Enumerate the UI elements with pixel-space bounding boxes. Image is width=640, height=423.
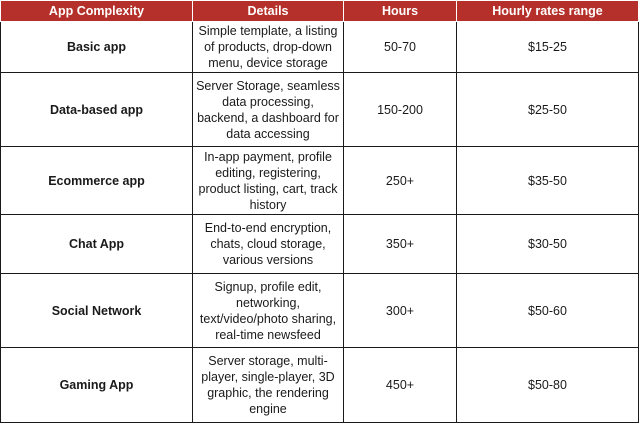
details-cell: Server storage, multi-player, single-player, 3D graphic, the rendering engine xyxy=(193,348,344,423)
rate-cell: $30-50 xyxy=(457,215,639,274)
table-row xyxy=(1,274,639,348)
hours-cell: 250+ xyxy=(344,147,457,215)
table-row xyxy=(1,348,639,423)
app-type-cell: Social Network xyxy=(1,274,193,348)
details-cell: Server Storage, seamless data processing, backend, a dashboard for data accessing xyxy=(193,73,344,147)
details-cell: End-to-end encryption, chats, cloud storage, various versions xyxy=(193,215,344,274)
hours-cell: 150-200 xyxy=(344,73,457,147)
hours-cell: 450+ xyxy=(344,348,457,423)
header-hours: Hours xyxy=(344,1,457,22)
rate-cell: $15-25 xyxy=(457,22,639,73)
header-details: Details xyxy=(193,1,344,22)
table-row xyxy=(1,215,639,274)
rate-cell: $50-80 xyxy=(457,348,639,423)
hours-cell: 350+ xyxy=(344,215,457,274)
details-cell: Signup, profile edit, networking, text/video/photo sharing, real-time newsfeed xyxy=(193,274,344,348)
app-type-cell: Data-based app xyxy=(1,73,193,147)
table-body xyxy=(1,22,639,423)
table-row xyxy=(1,147,639,215)
header-row xyxy=(1,1,639,22)
table-row xyxy=(1,22,639,73)
details-cell: Simple template, a listing of products, drop-down menu, device storage xyxy=(193,22,344,73)
header-app-complexity: App Complexity xyxy=(1,1,193,22)
header-hourly-rates-range: Hourly rates range xyxy=(457,1,639,22)
app-type-cell: Gaming App xyxy=(1,348,193,423)
details-cell: In-app payment, profile editing, registering, product listing, cart, track history xyxy=(193,147,344,215)
rate-cell: $35-50 xyxy=(457,147,639,215)
table-header xyxy=(1,1,639,22)
table-row xyxy=(1,73,639,147)
hours-cell: 300+ xyxy=(344,274,457,348)
app-type-cell: Basic app xyxy=(1,22,193,73)
rate-cell: $50-60 xyxy=(457,274,639,348)
hours-cell: 50-70 xyxy=(344,22,457,73)
app-type-cell: Chat App xyxy=(1,215,193,274)
rate-cell: $25-50 xyxy=(457,73,639,147)
app-type-cell: Ecommerce app xyxy=(1,147,193,215)
